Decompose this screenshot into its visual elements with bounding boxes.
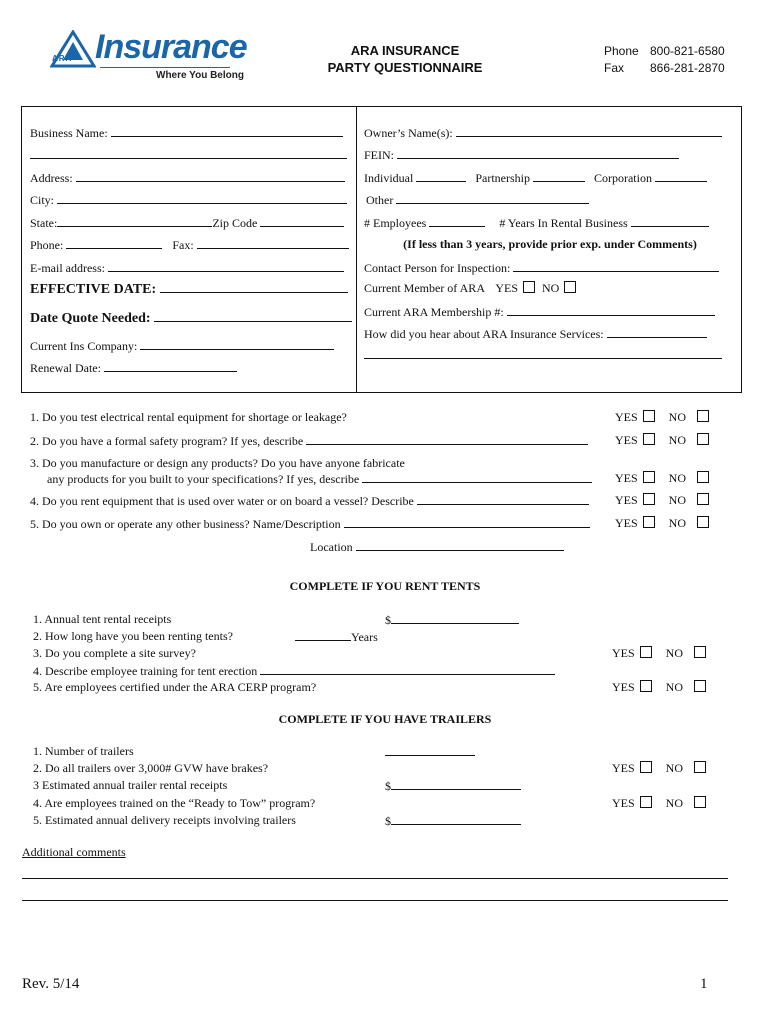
current-member-field: Current Member of ARA YES NO: [364, 281, 576, 296]
fax-label: Fax: [604, 61, 625, 75]
phone-fax-field[interactable]: Phone: Fax:: [30, 237, 349, 253]
how-heard-line2[interactable]: [364, 347, 722, 363]
member-no-checkbox[interactable]: [564, 281, 576, 293]
tent-receipts-field[interactable]: $: [385, 612, 519, 628]
state-zip-field[interactable]: State: Zip Code: [30, 215, 344, 231]
trailer-q2-yes-no: YES NO: [612, 761, 706, 776]
question-1: 1. Do you test electrical rental equipment for shortage or leakage?: [30, 410, 347, 424]
tent-q3-yes-checkbox[interactable]: [640, 646, 652, 658]
q3-yes-checkbox[interactable]: [643, 471, 655, 483]
comments-line-1[interactable]: [22, 878, 728, 879]
trailer-q4: 4. Are employees trained on the “Ready to Tow” program?: [33, 796, 316, 810]
location-field[interactable]: Location: [310, 539, 564, 555]
additional-comments-label: Additional comments: [22, 845, 126, 859]
q2-no-checkbox[interactable]: [697, 433, 709, 445]
q1-yes-checkbox[interactable]: [643, 410, 655, 422]
member-yes-checkbox[interactable]: [523, 281, 535, 293]
fax-value: 866-281-2870: [650, 61, 725, 75]
q4-yes-checkbox[interactable]: [643, 493, 655, 505]
tent-q4[interactable]: 4. Describe employee training for tent erection: [33, 663, 555, 679]
comments-line-2[interactable]: [22, 900, 728, 901]
trailer-q1: 1. Number of trailers: [33, 744, 134, 758]
effective-date-field[interactable]: EFFECTIVE DATE:: [30, 281, 348, 298]
tent-q2: 2. How long have you been renting tents?: [33, 629, 233, 643]
delivery-receipts-field[interactable]: $: [385, 813, 521, 829]
renewal-date-field[interactable]: Renewal Date:: [30, 360, 237, 376]
tent-q3-no-checkbox[interactable]: [694, 646, 706, 658]
contact-info: [604, 43, 725, 77]
fein-field[interactable]: FEIN:: [364, 147, 679, 163]
phone-label: Phone: [604, 44, 639, 58]
business-name-field[interactable]: Business Name:: [30, 125, 343, 141]
question-3-line2[interactable]: any products for you built to your specifications? If yes, describe: [47, 471, 592, 487]
tent-q5: 5. Are employees certified under the ARA CERP program?: [33, 680, 317, 694]
trailer-q5: 5. Estimated annual delivery receipts involving trailers: [33, 813, 296, 827]
trailers-section-title: COMPLETE IF YOU HAVE TRAILERS: [278, 712, 492, 726]
logo-tagline: Where You Belong: [156, 70, 244, 81]
trailer-q2-yes-checkbox[interactable]: [640, 761, 652, 773]
tents-section-title: COMPLETE IF YOU RENT TENTS: [289, 579, 481, 593]
form-title: ARA INSURANCE PARTY QUESTIONNAIRE: [327, 43, 483, 75]
tent-q3: 3. Do you complete a site survey?: [33, 646, 196, 660]
current-ins-company-field[interactable]: Current Ins Company:: [30, 338, 334, 354]
q2-yes-checkbox[interactable]: [643, 433, 655, 445]
trailer-q2-no-checkbox[interactable]: [694, 761, 706, 773]
how-heard-field[interactable]: How did you hear about ARA Insurance Services:: [364, 326, 707, 342]
trailer-q2: 2. Do all trailers over 3,000# GVW have brakes?: [33, 761, 269, 775]
prior-exp-note: (If less than 3 years, provide prior exp. under Comments): [403, 237, 697, 251]
q2-yes-no: YES NO: [615, 433, 709, 448]
q3-no-checkbox[interactable]: [697, 471, 709, 483]
q4-no-checkbox[interactable]: [697, 493, 709, 505]
question-2[interactable]: 2. Do you have a formal safety program? If yes, describe: [30, 433, 588, 449]
city-field[interactable]: City:: [30, 192, 347, 208]
q4-yes-no: YES NO: [615, 493, 709, 508]
trailer-q3: 3 Estimated annual trailer rental receipts: [33, 778, 228, 792]
trailer-q4-yes-checkbox[interactable]: [640, 796, 652, 808]
tent-q1: 1. Annual tent rental receipts: [33, 612, 172, 626]
info-box-divider: [356, 106, 357, 393]
address-field[interactable]: Address:: [30, 170, 345, 186]
other-entity-field[interactable]: Other: [366, 192, 589, 208]
business-name-line2[interactable]: [30, 147, 347, 163]
trailer-receipts-field[interactable]: $: [385, 778, 521, 794]
q1-no-checkbox[interactable]: [697, 410, 709, 422]
entity-type-field[interactable]: Individual Partnership Corporation: [364, 170, 707, 186]
question-4[interactable]: 4. Do you rent equipment that is used over water or on board a vessel? Describe: [30, 493, 589, 509]
question-3-line1: 3. Do you manufacture or design any products? Do you have anyone fabricate: [30, 456, 405, 470]
tent-q5-yes-checkbox[interactable]: [640, 680, 652, 692]
q5-no-checkbox[interactable]: [697, 516, 709, 528]
q1-yes-no: YES NO: [615, 410, 709, 425]
tent-q5-no-checkbox[interactable]: [694, 680, 706, 692]
logo-word: Insurance: [95, 28, 247, 66]
tent-q3-yes-no: YES NO: [612, 646, 706, 661]
question-5[interactable]: 5. Do you own or operate any other business? Name/Description: [30, 516, 590, 532]
contact-person-field[interactable]: Contact Person for Inspection:: [364, 260, 719, 276]
owners-names-field[interactable]: Owner’s Name(s):: [364, 125, 722, 141]
page-number: 1: [700, 976, 708, 992]
membership-number-field[interactable]: Current ARA Membership #:: [364, 304, 715, 320]
date-quote-needed-field[interactable]: Date Quote Needed:: [30, 310, 352, 327]
revision-label: Rev. 5/14: [22, 976, 80, 992]
logo-mark: ARA: [52, 54, 73, 63]
tent-years-field[interactable]: Years: [295, 629, 378, 645]
trailer-q4-no-checkbox[interactable]: [694, 796, 706, 808]
q5-yes-checkbox[interactable]: [643, 516, 655, 528]
q3-yes-no: YES NO: [615, 471, 709, 486]
employees-years-field[interactable]: # Employees # Years In Rental Business: [364, 215, 709, 231]
trailer-q4-yes-no: YES NO: [612, 796, 706, 811]
q5-yes-no: YES NO: [615, 516, 709, 531]
phone-value: 800-821-6580: [650, 44, 725, 58]
trailer-count-field[interactable]: [385, 744, 475, 760]
email-field[interactable]: E-mail address:: [30, 260, 344, 276]
tent-q5-yes-no: YES NO: [612, 680, 706, 695]
